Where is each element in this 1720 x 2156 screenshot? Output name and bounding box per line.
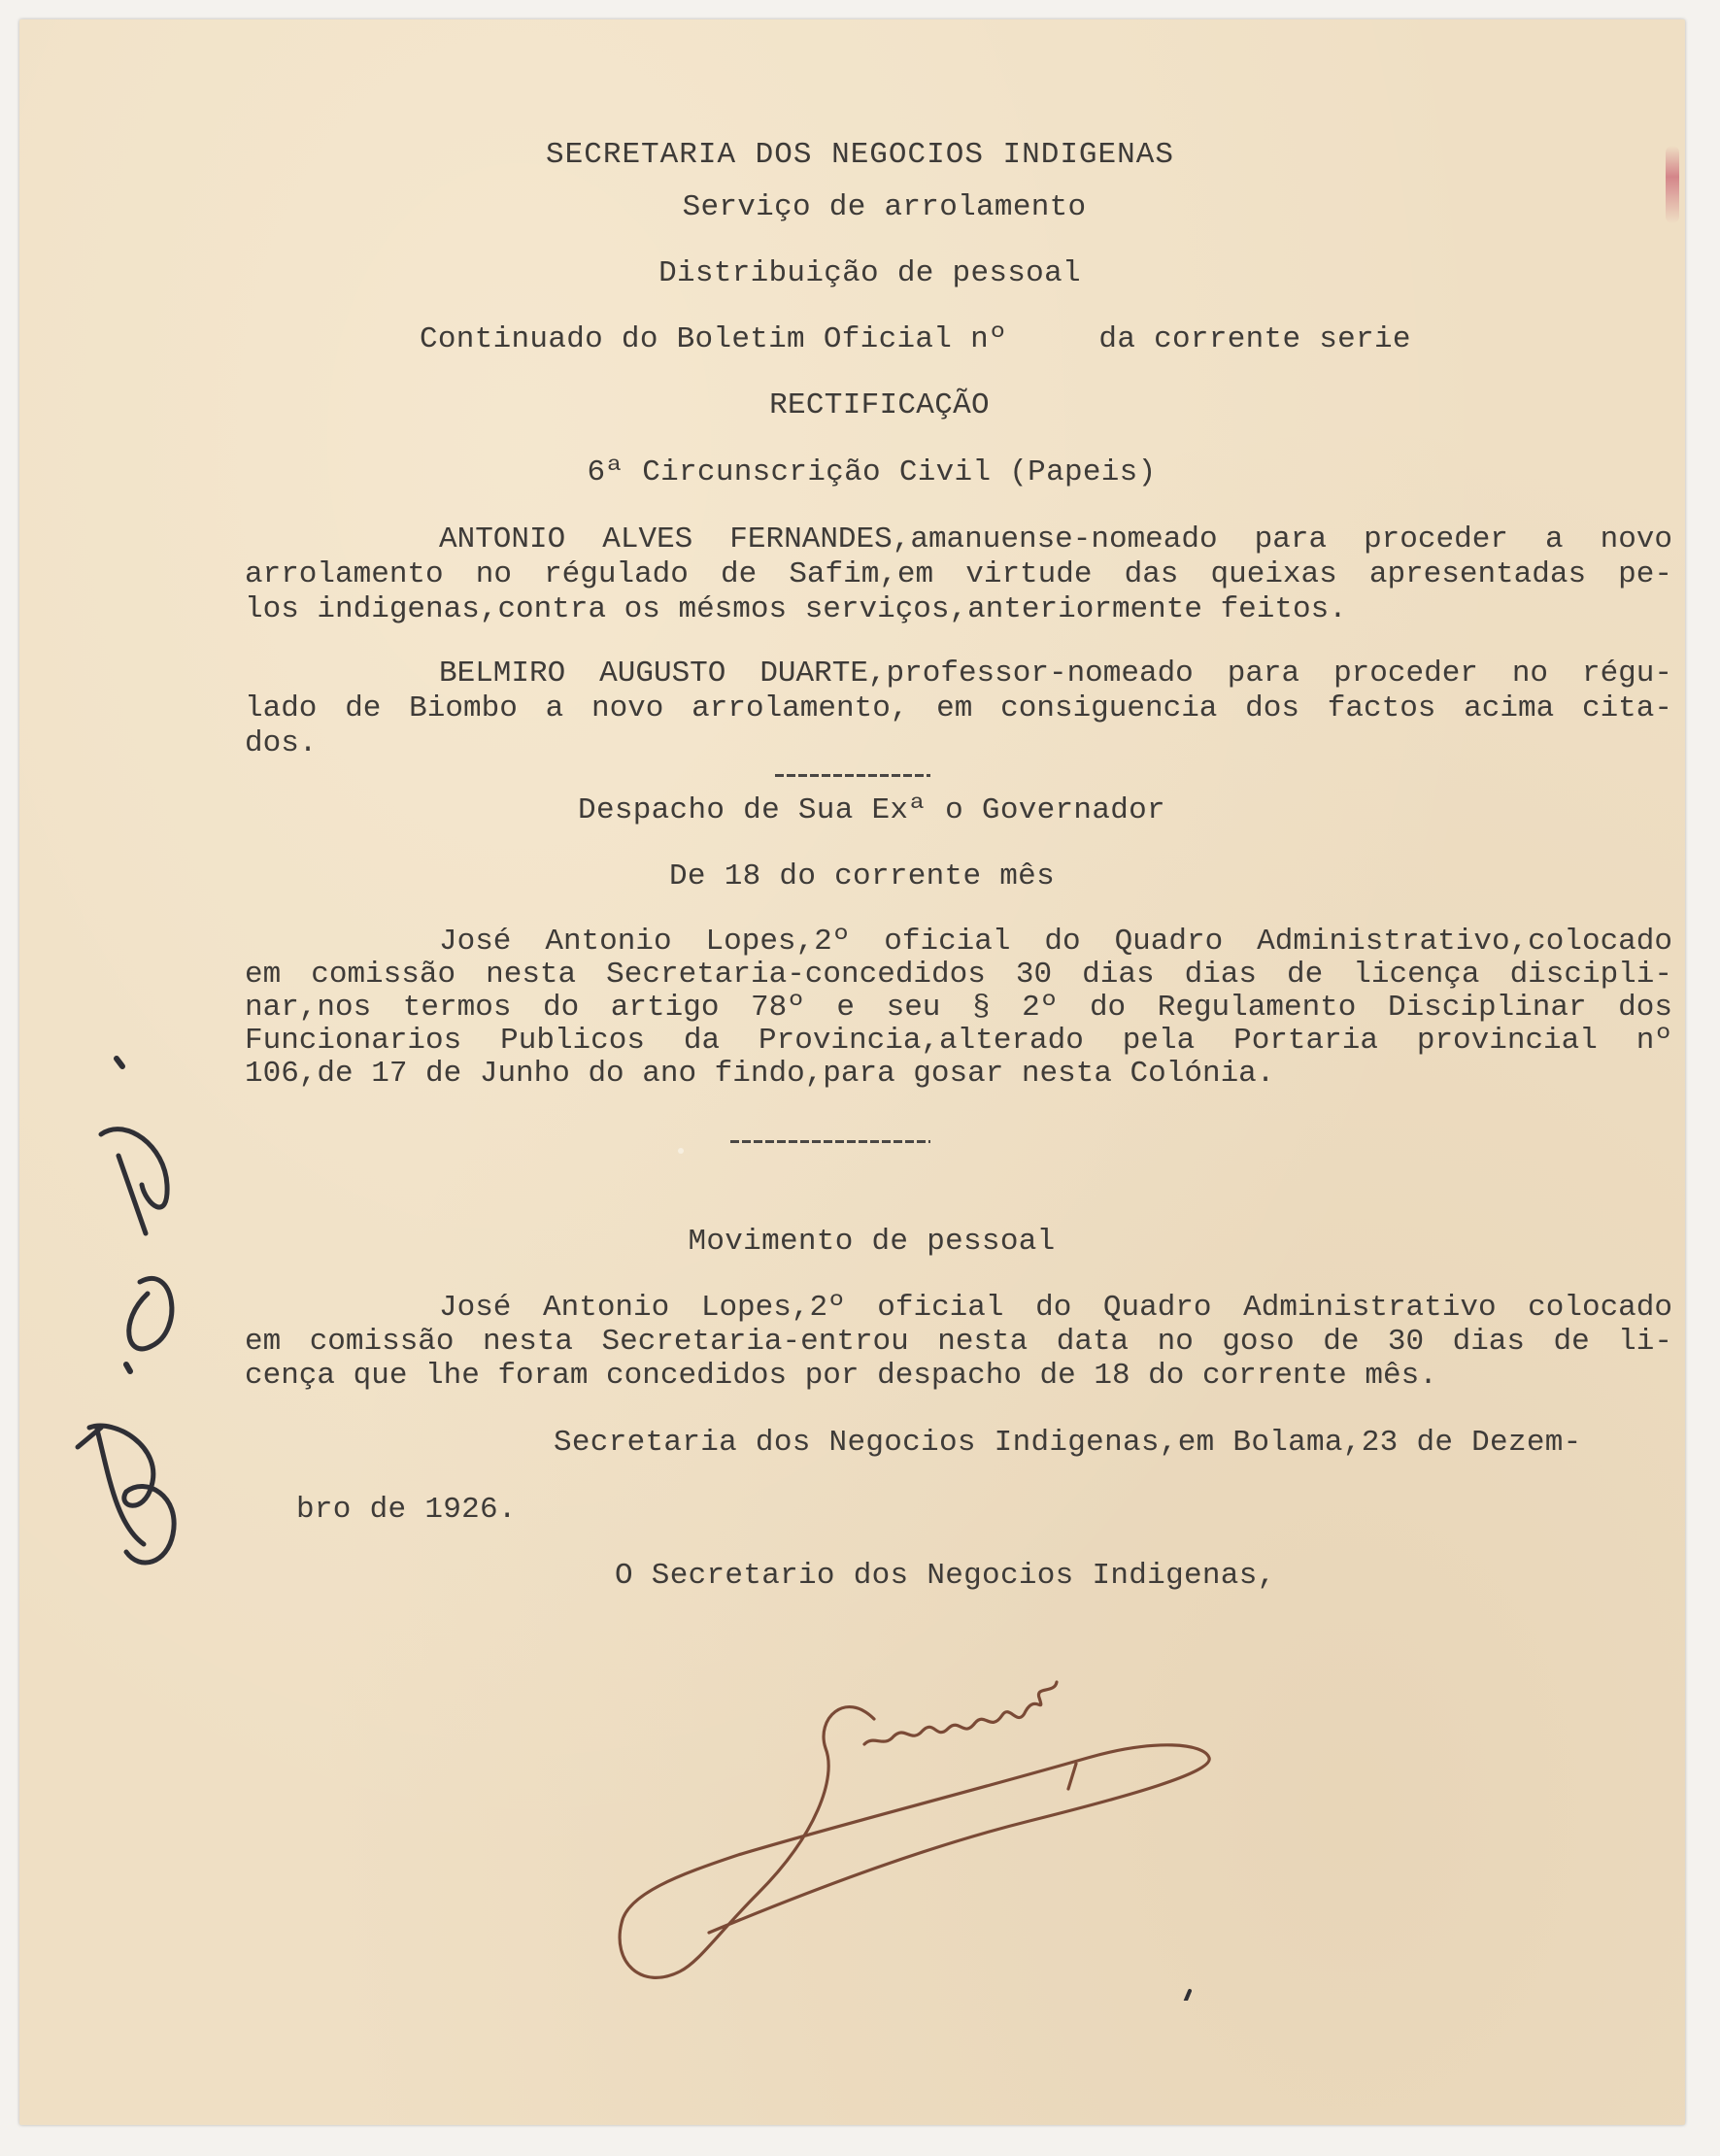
header-distribution: Distribuição de pessoal: [658, 256, 1081, 290]
header-service: Serviço de arrolamento: [682, 190, 1087, 224]
closing-place-date: Secretaria dos Negocios Indigenas,em Bolama,23 de Dezem-: [554, 1426, 1582, 1460]
paragraph-antonio: [245, 522, 1672, 627]
margin-initials: [58, 1039, 272, 1583]
text-line: BELMIRO AUGUSTO DUARTE,professor-nomeado para proceder no régu-: [439, 657, 1672, 691]
text-line: Funcionarios Publicos da Provincia,alterado pela Portaria provincial nº: [245, 1024, 1672, 1058]
text-line: lado de Biombo a novo arrolamento, em consiguencia dos factos acima cita-: [245, 691, 1672, 725]
text-line: em comissão nesta Secretaria-entrou nesta data no goso de 30 dias de li-: [245, 1325, 1672, 1359]
text-line: arrolamento no régulado de Safim,em virtude das queixas apresentadas pe-: [245, 557, 1672, 591]
header-district: 6ª Circunscrição Civil (Papeis): [587, 455, 1157, 489]
paragraph-despacho: [245, 926, 1672, 1091]
header-continued: Continuado do Boletim Oficial nº da corrente serie: [420, 322, 1411, 356]
despacho-title: Despacho de Sua Exª o Governador: [578, 793, 1165, 827]
section-divider: [775, 774, 930, 777]
movimento-title: Movimento de pessoal: [688, 1225, 1056, 1259]
text-line: 106,de 17 de Junho do ano findo,para gosar nesta Colónia.: [245, 1057, 1275, 1091]
closing-place-date-cont: bro de 1926.: [296, 1493, 517, 1527]
text-line: cença que lhe foram concedidos por despacho de 18 do corrente mês.: [245, 1359, 1437, 1393]
header-rectification: RECTIFICAÇÃO: [769, 388, 990, 422]
text-line: em comissão nesta Secretaria-concedidos 30 dias dias de licença discipli-: [245, 958, 1672, 992]
paragraph-movimento: [245, 1291, 1672, 1393]
text-line: nar,nos termos do artigo 78º e seu § 2º do Regulamento Disciplinar dos: [245, 991, 1672, 1025]
despacho-date: De 18 do corrente mês: [669, 859, 1055, 893]
text-line: los indigenas,contra os mésmos serviços,anteriormente feitos.: [245, 592, 1347, 626]
text-line: José Antonio Lopes,2º oficial do Quadro Administrativo,colocado: [439, 925, 1672, 959]
paper-mark: [678, 1148, 684, 1154]
paragraph-belmiro: [245, 657, 1672, 761]
text-line: José Antonio Lopes,2º oficial do Quadro Administrativo colocado: [439, 1291, 1672, 1325]
signature: [583, 1651, 1243, 2001]
text-line: ANTONIO ALVES FERNANDES,amanuense-nomeado para proceder a novo: [439, 522, 1672, 556]
signatory-title: O Secretario dos Negocios Indigenas,: [615, 1559, 1276, 1593]
section-divider: [730, 1140, 930, 1143]
header-org: SECRETARIA DOS NEGOCIOS INDIGENAS: [546, 138, 1174, 172]
text-line: dos.: [245, 726, 318, 760]
